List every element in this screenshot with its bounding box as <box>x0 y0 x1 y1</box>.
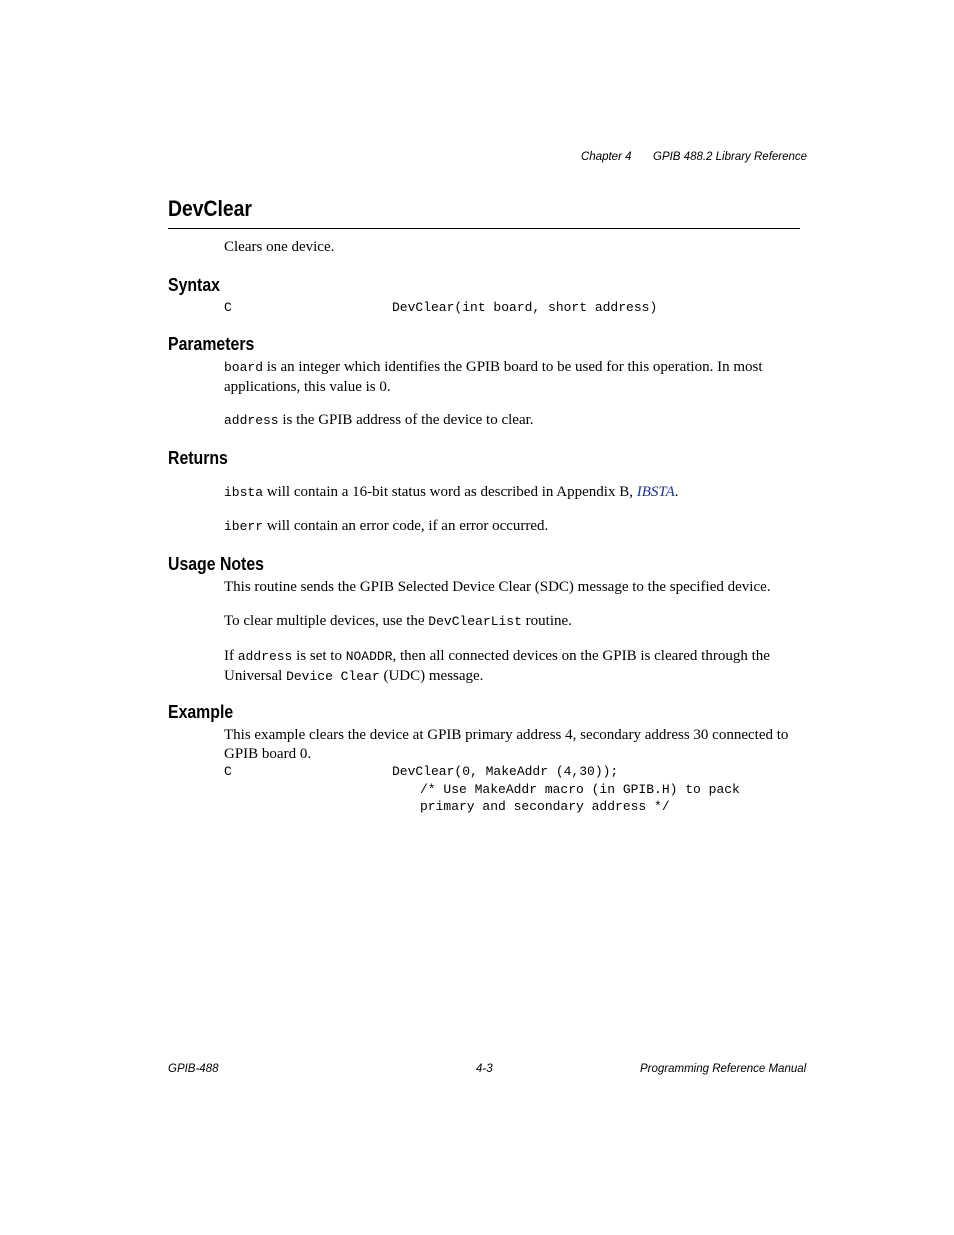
syntax-language: C <box>224 300 232 315</box>
example-description: This example clears the device at GPIB primary address 4, secondary address 30 connected to GPIB board 0. <box>224 727 789 762</box>
usage-note-noaddr <box>224 647 800 686</box>
footer-page-number: 4-3 <box>476 1063 493 1075</box>
usage-note-sdc: This routine sends the GPIB Selected Device Clear (SDC) message to the specified device. <box>224 579 771 595</box>
usage-notes-heading: Usage Notes <box>168 554 264 574</box>
ibsta-text: will contain a 16-bit status word as described in Appendix B, <box>263 484 637 500</box>
running-header-chapter: Chapter 4 <box>581 151 632 163</box>
example-code-line-1: DevClear(0, MakeAddr (4,30)); <box>392 764 619 779</box>
usage-note-noaddr-d: (UDC) message. <box>379 667 484 684</box>
usage-note-multiple-b: routine. <box>521 613 572 629</box>
param-board-code: board <box>224 360 264 375</box>
syntax-code: DevClear(int board, short address) <box>392 300 658 315</box>
iberr-code: iberr <box>224 519 264 534</box>
footer-manual-title: Programming Reference Manual <box>640 1063 807 1075</box>
iberr-text: will contain an error code, if an error occurred. <box>263 518 549 534</box>
usage-note-noaddr-a: If <box>224 648 238 664</box>
parameter-board <box>224 358 800 396</box>
usage-note-noaddr-b: is set to <box>292 648 346 664</box>
ibsta-link[interactable]: IBSTA <box>636 484 675 500</box>
example-code-line-2: /* Use MakeAddr macro (in GPIB.H) to pack <box>420 782 740 797</box>
example-heading: Example <box>168 702 234 722</box>
ibsta-end: . <box>674 484 679 500</box>
usage-note-multiple <box>224 612 800 632</box>
footer-manual-id: GPIB-488 <box>168 1063 219 1075</box>
title-rule <box>168 228 800 229</box>
devclearlist-code: DevClearList <box>428 614 522 629</box>
page-title: DevClear <box>168 196 252 221</box>
param-address-text: is the GPIB address of the device to clear. <box>278 412 534 428</box>
usage-note-noaddr-c: , then all connected devices on the GPIB is cleared through the Universal <box>224 648 770 684</box>
parameters-heading: Parameters <box>168 334 255 354</box>
return-ibsta <box>224 483 800 503</box>
parameter-address <box>224 411 800 431</box>
noaddr-code: NOADDR <box>345 649 393 664</box>
device-clear-code: Device Clear <box>286 668 380 684</box>
usage-note-multiple-a: To clear multiple devices, use the <box>224 613 429 629</box>
return-iberr <box>224 517 800 537</box>
example-language: C <box>224 764 232 779</box>
example-code-line-3: primary and secondary address */ <box>420 799 670 814</box>
param-board-text: is an integer which identifies the GPIB board to be used for this operation. In most applications, this value is 0. <box>224 359 763 395</box>
syntax-heading: Syntax <box>168 275 220 295</box>
param-address-code: address <box>224 413 279 428</box>
returns-heading: Returns <box>168 448 228 468</box>
address-code: address <box>237 649 293 664</box>
ibsta-code: ibsta <box>224 485 264 500</box>
running-header-section: GPIB 488.2 Library Reference <box>653 151 808 163</box>
function-summary: Clears one device. <box>224 239 335 255</box>
